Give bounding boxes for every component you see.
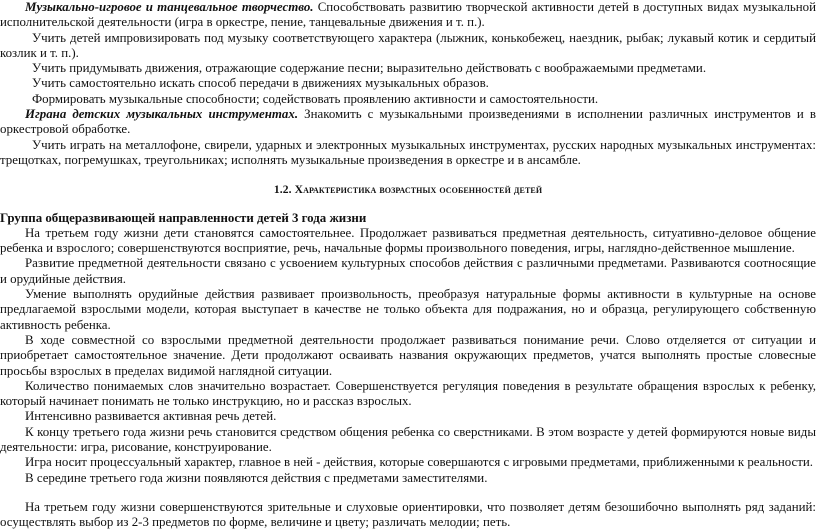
paragraph-play-instruments: Учить играть на металлофоне, свирели, ударных и электронных музыкальных инструментах, русских народных музыкальных инструментах: трещотках, погремушках, треугольниках; исполнять музыкальные произведения в оркестре и в ансамбле. — [0, 137, 816, 167]
spacer — [0, 486, 816, 500]
body-paragraph-last: На третьем году жизни совершенствуются зрительные и слуховые ориентировки, что позволяет детям безошибочно выполнять ряд заданий: осуществлять выбор из 2-3 предметов по форме, величине и цвету; различать мелодии; петь. — [0, 499, 816, 530]
paragraph-lead-musical-play: Музыкально-игровое и танцевальное творчество. — [25, 0, 314, 14]
body-paragraph: Развитие предметной деятельности связано с усвоением культурных способов действия с различными предметами. Развиваются соотносящие и орудийные действия. — [0, 256, 816, 286]
paragraph-abilities: Формировать музыкальные способности; содействовать проявлению активности и самостоятельности. — [32, 91, 599, 106]
body-paragraph: Игра носит процессуальный характер, главное в ней - действия, которые совершаются с игровыми предметами, приближенными к реальности. — [25, 455, 813, 470]
paragraph-instruments — [0, 107, 816, 138]
paragraph-movements: Учить придумывать движения, отражающие содержание песни; выразительно действовать с воображаемыми предметами. — [32, 61, 707, 76]
paragraph-musical-play — [0, 0, 816, 31]
body-paragraph: К концу третьего года жизни речь становится средством общения ребенка со сверстниками. В этом возрасте у детей формируются новые виды деятельности: игра, рисование, конструирование. — [0, 424, 816, 455]
paragraph-text-instruments: Знакомить с музыкальными произведениями в исполнении различных инструментов и в оркестровой обработке. — [0, 107, 816, 137]
spacer — [0, 168, 816, 182]
body-paragraph: Количество понимаемых слов значительно возрастает. Совершенствуется регуляция поведения в результате обращения взрослых к ребенку, который начинает понимать не только инструкцию, но и рассказ взрослых. — [0, 378, 816, 409]
paragraph-search: Учить самостоятельно искать способ передачи в движениях музыкальных образов. — [32, 76, 489, 91]
body-paragraph: На третьем году жизни дети становятся самостоятельнее. Продолжает развиваться предметная деятельность, ситуативно-деловое общение ребенка и взрослого; совершенствуются восприятие, речь, начальные формы произвольного поведения, игры, наглядно-действенное мышление. — [0, 225, 816, 256]
body-paragraph: Умение выполнять орудийные действия развивает произвольность, преобразуя натуральные формы активности в культурные на основе предлагаемой взрослыми модели, которая выступает в качестве не только объекта для подражания, но и образца, регулирующего собственную активность ребенка. — [0, 287, 816, 332]
paragraph-improvise: Учить детей импровизировать под музыку соответствующего характера (лыжник, конькобежец, наездник, рыбак; лукавый котик и сердитый козлик и т. п.). — [0, 30, 816, 60]
paragraph-text-musical-play: Способствовать развитию творческой активности детей в доступных видах музыкальной исполнительской деятельности (игра в оркестре, пение, танцевальные движения и т. п.). — [0, 0, 816, 30]
group-subheading: Группа общеразвивающей направленности детей 3 года жизни — [0, 210, 367, 225]
section-heading: 1.2. Характеристика возрастных особенностей детей — [273, 183, 543, 197]
body-paragraph: Интенсивно развивается активная речь детей. — [25, 409, 277, 424]
body-paragraph: В середине третьего года жизни появляются действия с предметами заместителями. — [25, 470, 488, 485]
spacer — [0, 198, 816, 211]
body-paragraph: В ходе совместной со взрослыми предметной деятельности продолжает развиваться понимание речи. Слово отделяется от ситуации и приобретает самостоятельное значение. Дети продолжают осваивать названия окружающих предметов, учатся выполнять простые словесные просьбы взрослых в пределах видимой наглядной ситуации. — [0, 332, 816, 378]
paragraph-lead-instruments: Играна детских музыкальных инструментах. — [25, 107, 299, 122]
